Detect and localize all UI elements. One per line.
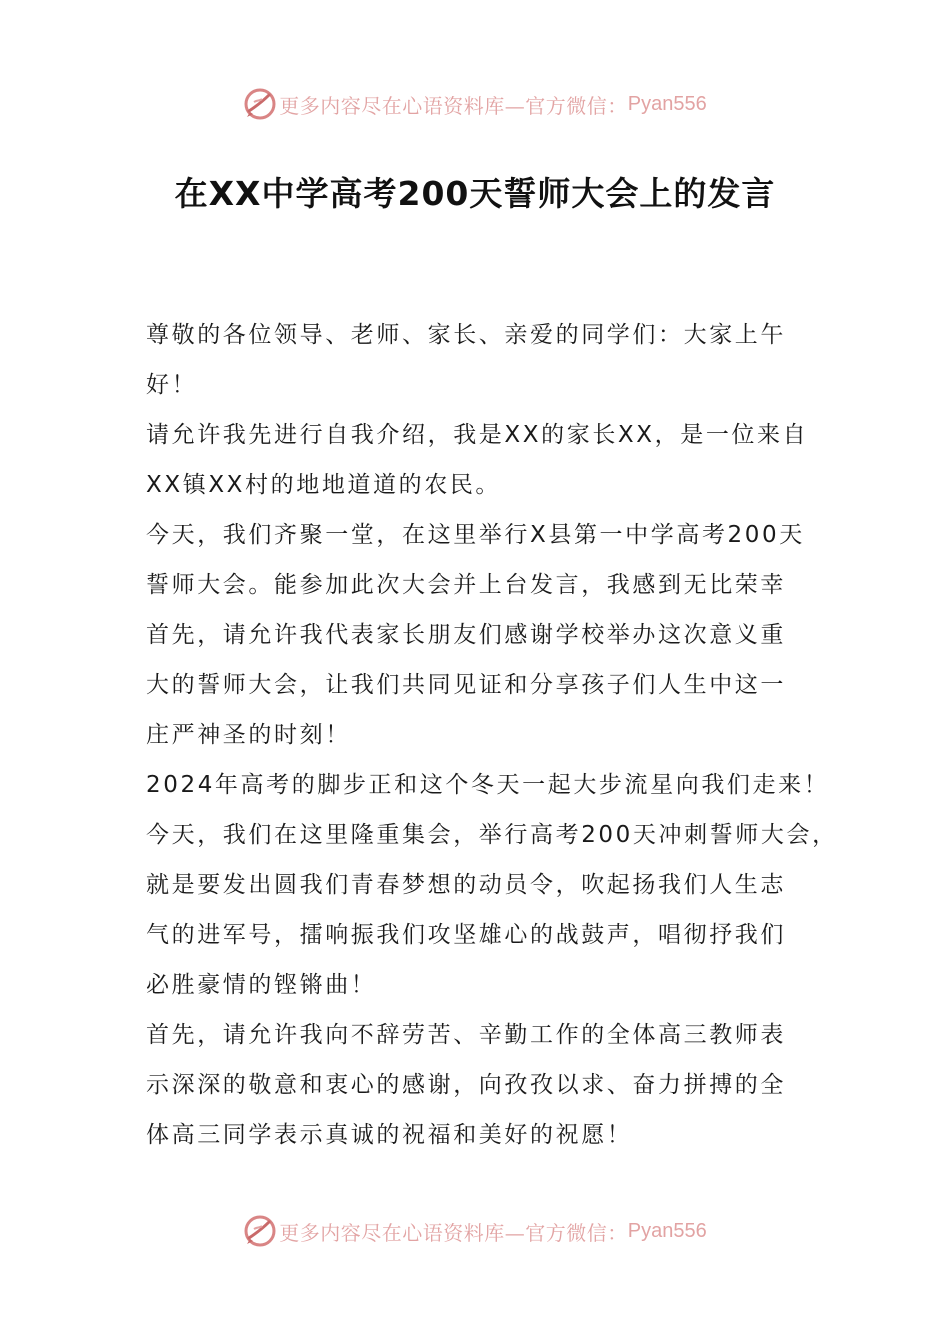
text-line: 示深深的敬意和衷心的感谢，向孜孜以求、奋力拼搏的全 <box>146 1072 786 1098</box>
footer-watermark <box>0 1211 950 1251</box>
watermark-text: 更多内容尽在心语资料库—官方微信： <box>279 93 628 118</box>
text-line: 首先，请允许我向不辞劳苦、辛勤工作的全体高三教师表 <box>146 1022 786 1048</box>
text-line: 誓师大会。能参加此次大会并上台发言，我感到无比荣幸 <box>146 572 786 598</box>
text-line: 2024年高考的脚步正和这个冬天一起大步流星向我们走来！ <box>146 772 830 798</box>
text-line: 今天，我们齐聚一堂，在这里举行X县第一中学高考200天 <box>146 522 805 548</box>
text-line: 尊敬的各位领导、老师、家长、亲爱的同学们：大家上午 <box>146 322 786 348</box>
document-title: 在XX中学高考200天誓师大会上的发言 <box>174 174 776 213</box>
text-line: 首先，请允许我代表家长朋友们感谢学校举办这次意义重 <box>146 622 786 648</box>
text-line: 庄严神圣的时刻！ <box>146 722 351 748</box>
text-line: XX镇XX村的地地道道的农民。 <box>146 472 502 498</box>
text-line: 好！ <box>146 372 198 398</box>
text-line: 今天，我们在这里隆重集会，举行高考200天冲刺誓师大会， <box>146 822 838 848</box>
pen-circle-logo-icon <box>243 1214 277 1248</box>
text-line: 体高三同学表示真诚的祝福和美好的祝愿！ <box>146 1122 633 1148</box>
header-watermark <box>0 84 950 124</box>
pen-circle-logo-icon <box>243 87 277 121</box>
text-line: 必胜豪情的铿锵曲！ <box>146 972 377 998</box>
text-line: 就是要发出圆我们青春梦想的动员令，吹起扬我们人生志 <box>146 872 786 898</box>
text-line: 请允许我先进行自我介绍，我是XX的家长XX，是一位来自 <box>146 422 809 448</box>
watermark-text: 更多内容尽在心语资料库—官方微信： <box>279 1220 628 1245</box>
text-line: 气的进军号，擂响振我们攻坚雄心的战鼓声，唱彻抒我们 <box>146 922 786 948</box>
watermark-wechat-id: Pyan556 <box>627 92 707 115</box>
watermark-wechat-id: Pyan556 <box>627 1219 707 1242</box>
document-body <box>146 310 836 1160</box>
text-line: 大的誓师大会，让我们共同见证和分享孩子们人生中这一 <box>146 672 786 698</box>
